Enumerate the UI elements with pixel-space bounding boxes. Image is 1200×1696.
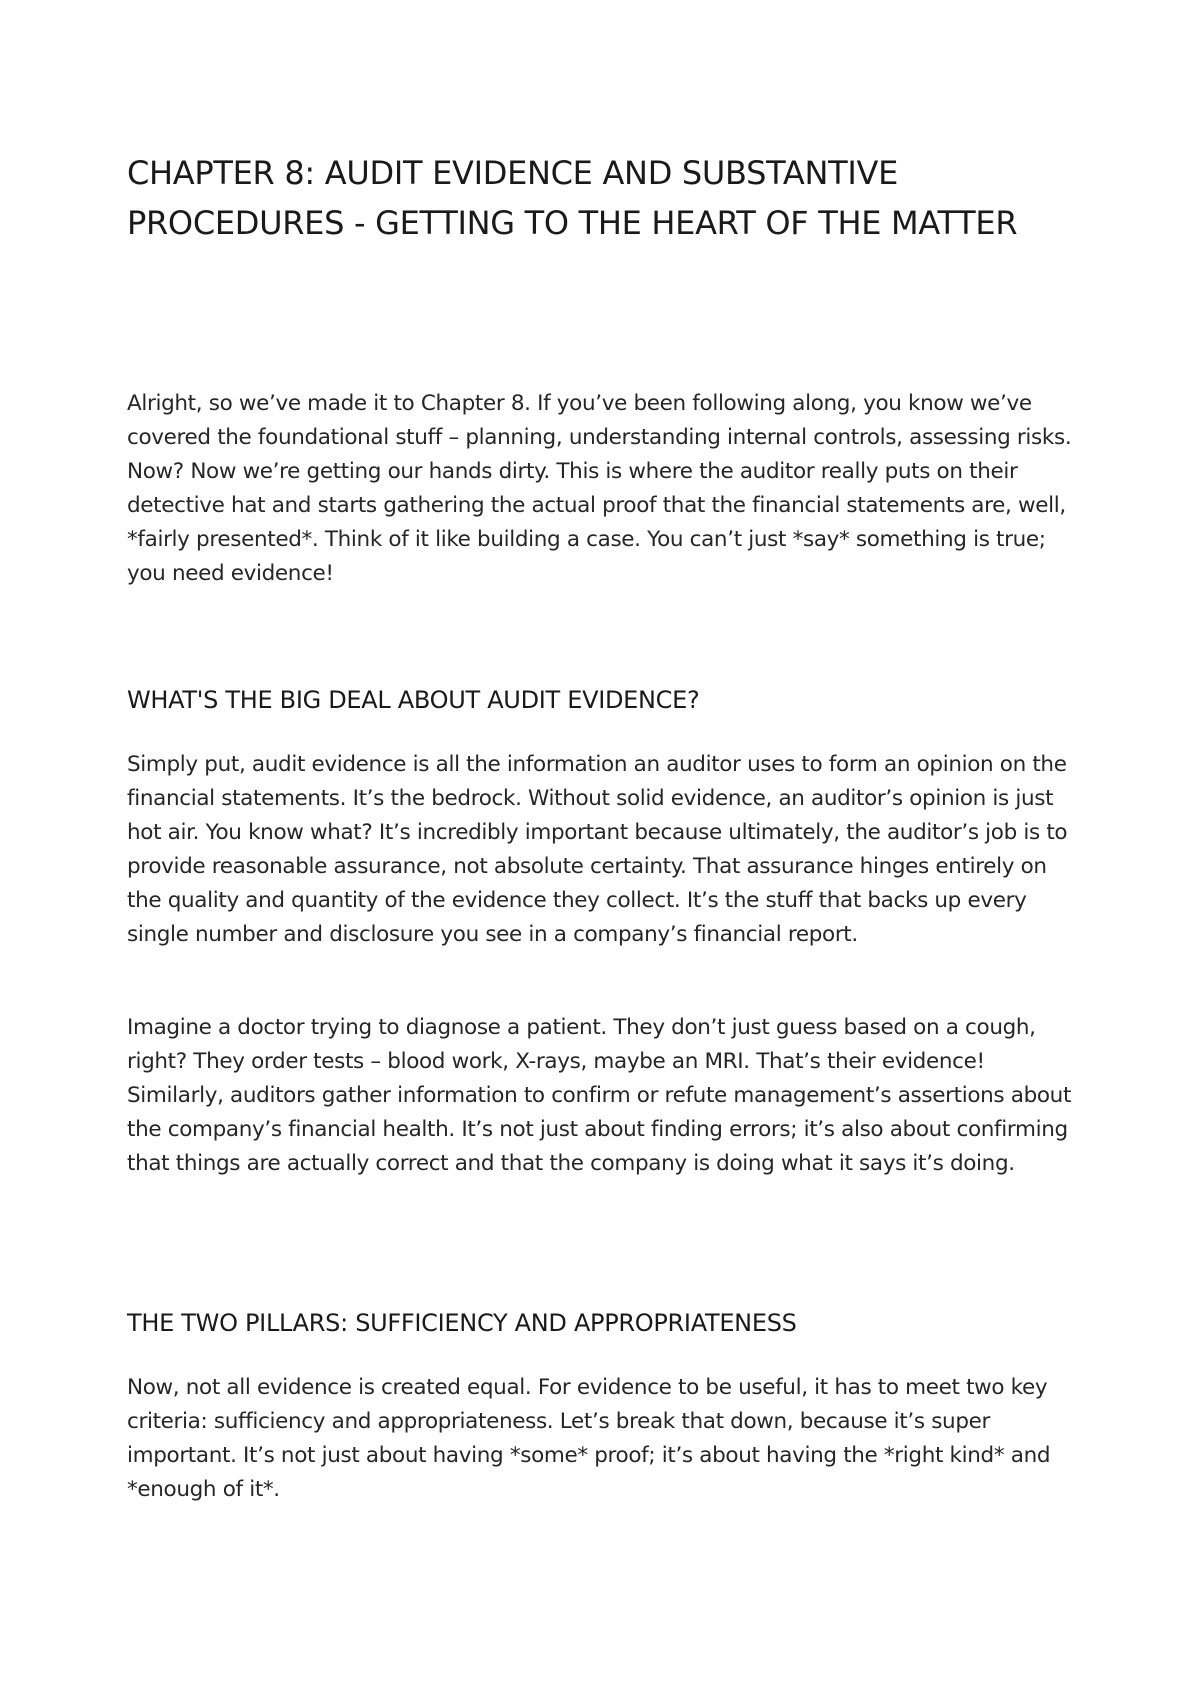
paragraph-sufficiency-appropriateness: Now, not all evidence is created equal. For evidence to be useful, it has to meet two key criteria: sufficiency and appropriateness. Let’s break that down, because it’s super important. It’s not just about having *some* proof; it’s about having the *right kind* and *enough of it*. [127, 1375, 1051, 1502]
paragraph-doctor-analogy: Imagine a doctor trying to diagnose a patient. They don’t just guess based on a cough, right? They order tests – blood work, X-rays, maybe an MRI. That’s their evidence! Similarly, auditors gather information to confirm or refute management’s assertions about the company’s financial health. It’s not just about finding errors; it’s also about confirming that things are actually correct and that the company is doing what it says it’s doing. [127, 1015, 1072, 1176]
section-heading-two-pillars: THE TWO PILLARS: SUFFICIENCY AND APPROPRIATENESS [127, 1309, 797, 1337]
section-heading-audit-evidence: WHAT'S THE BIG DEAL ABOUT AUDIT EVIDENCE? [127, 686, 700, 714]
chapter-title: CHAPTER 8: AUDIT EVIDENCE AND SUBSTANTIVE PROCEDURES - GETTING TO THE HEART OF THE MATTER [127, 154, 1018, 242]
intro-paragraph: Alright, so we’ve made it to Chapter 8. If you’ve been following along, you know we’ve covered the foundational stuff – planning, understanding internal controls, assessing risks. Now? Now we’re getting our hands dirty. This is where the auditor really puts on their detective hat and starts gathering the actual proof that the financial statements are, well, *fairly presented*. Think of it like building a case. You can’t just *say* something is true; you need evidence! [127, 391, 1072, 586]
paragraph-audit-evidence-definition: Simply put, audit evidence is all the information an auditor uses to form an opinion on the financial statements. It’s the bedrock. Without solid evidence, an auditor’s opinion is just hot air. You know what? It’s incredibly important because ultimately, the auditor’s job is to provide reasonable assurance, not absolute certainty. That assurance hinges entirely on the quality and quantity of the evidence they collect. It’s the stuff that backs up every single number and disclosure you see in a company’s financial report. [127, 752, 1068, 947]
